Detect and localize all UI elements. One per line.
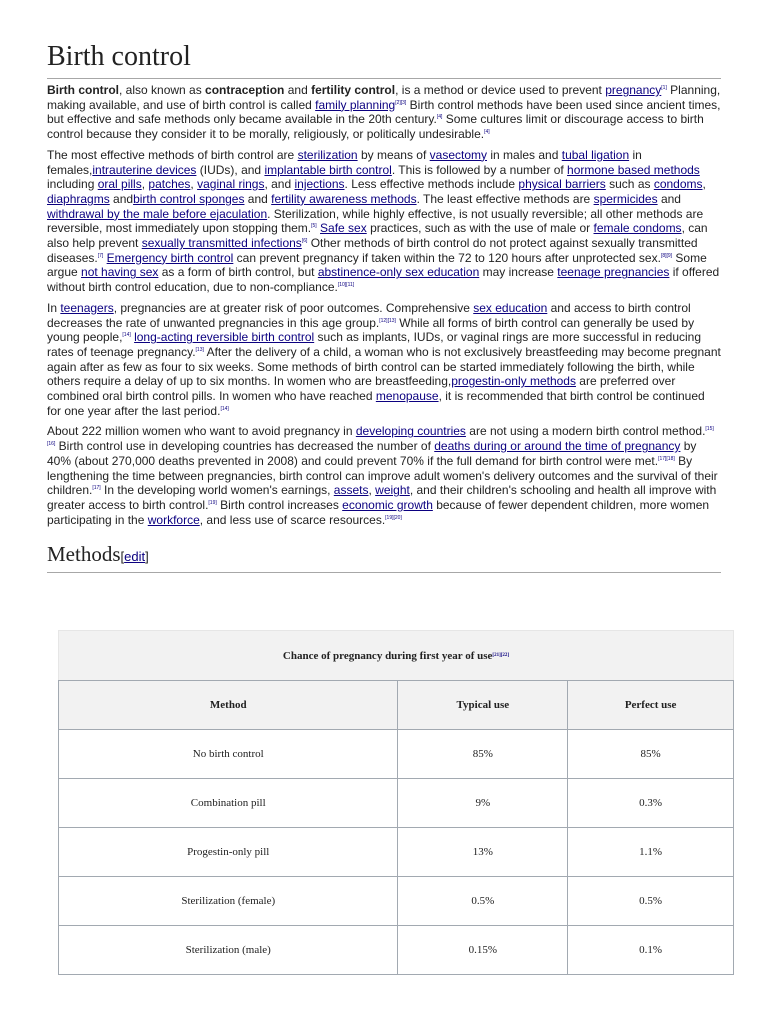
link-family-planning[interactable]: family planning bbox=[315, 97, 396, 112]
cell-method: Progestin-only pill bbox=[59, 828, 398, 877]
link-patches[interactable]: patches bbox=[148, 177, 191, 192]
intro-paragraph-3: In teenagers, pregnancies are at greater risk of poor outcomes. Comprehensive sex education and access to birth control decreases the rate of unwanted pregnancies in this age group.[12][13] While all forms of birth control can generally be used by young people,[14] long-acting reversible birth control such as implants, IUDs, or vaginal rings are more successful in reducing rates of teenage pregnancy.[13] After the delivery of a child, a woman who is not exclusively breastfeeding may become pregnant again after as few as four to six weeks. Some methods of birth control can be started immediately following the birth, while others require a delay of up to six months. In women who are breastfeeding,progestin-only methods are preferred over combined oral birth control pills. In women who have reached menopause, it is recommended that birth control be continued for one year after the last period.[14] bbox=[47, 300, 721, 418]
section-heading-methods: Methods[edit] bbox=[47, 541, 721, 573]
link-weight[interactable]: weight bbox=[375, 483, 410, 498]
cell-perfect-use: 0.3% bbox=[568, 779, 734, 828]
link-progestin-only[interactable]: progestin-only methods bbox=[451, 374, 576, 389]
table-row bbox=[59, 828, 734, 877]
cell-typical-use: 0.5% bbox=[398, 877, 568, 926]
reference[interactable]: [4] bbox=[436, 114, 443, 121]
cell-perfect-use: 0.5% bbox=[568, 877, 734, 926]
link-workforce[interactable]: workforce bbox=[147, 512, 200, 527]
table-row bbox=[59, 779, 734, 828]
link-abstinence[interactable]: not having sex bbox=[81, 265, 159, 280]
link-hormone-methods[interactable]: hormone based methods bbox=[567, 162, 700, 177]
link-menopause[interactable]: menopause bbox=[375, 389, 439, 404]
reference[interactable]: [12][13] bbox=[379, 317, 396, 324]
cell-typical-use: 13% bbox=[398, 828, 568, 877]
reference[interactable]: [19][20] bbox=[385, 514, 402, 521]
link-vaginal-rings[interactable]: vaginal rings bbox=[197, 177, 265, 192]
link-safe-sex[interactable]: Safe sex bbox=[320, 221, 367, 236]
cell-perfect-use: 1.1% bbox=[568, 828, 734, 877]
intro-paragraph-1: Birth control, also known as contraception and fertility control, is a method or device used to prevent pregnancy[1] Planning, making available, and use of birth control is called family planning[2][3] Birth control methods have been used since ancient times, but effective and safe methods only became available in the 20th century.[4] Some cultures limit or discourage access to birth control because they consider it to be morally, religiously, or politically undesirable.[4] bbox=[47, 83, 721, 142]
link-iud[interactable]: intrauterine devices bbox=[92, 162, 197, 177]
reference[interactable]: [6] bbox=[301, 238, 308, 245]
table-header-row bbox=[59, 681, 734, 730]
edit-link[interactable]: edit bbox=[124, 549, 146, 565]
cell-typical-use: 9% bbox=[398, 779, 568, 828]
link-pregnancy[interactable]: pregnancy bbox=[605, 83, 662, 97]
pregnancy-chance-table bbox=[58, 630, 734, 975]
intro-paragraph-2: The most effective methods of birth control are sterilization by means of vasectomy in males and tubal ligation in females,intrauterine devices (IUDs), and implantable birth control. This is followed by a number of hormone based methods including oral pills, patches, vaginal rings, and injections. Less effective methods include physical barriers such as condoms, diaphragms andbirth control sponges and fertility awareness methods. The least effective methods are spermicides and withdrawal by the male before ejaculation. Sterilization, while highly effective, is not usually reversible; all other methods are reversible, most immediately upon stopping them.[5] Safe sex practices, such as with the use of male or female condoms, can also help prevent sexually transmitted infections[6] Other methods of birth control do not protect against sexually transmitted diseases.[7] Emergency birth control can prevent pregnancy if taken within the 72 to 120 hours after unprotected sex.[8][9] Some argue not having sex as a form of birth control, but abstinence-only sex education may increase teenage pregnancies if offered without birth control education, due to non-compliance.[10][11] bbox=[47, 147, 720, 295]
cell-typical-use: 0.15% bbox=[398, 926, 568, 975]
column-header-typical-use: Typical use bbox=[398, 681, 568, 730]
cell-method: Combination pill bbox=[59, 779, 398, 828]
column-header-perfect-use: Perfect use bbox=[568, 681, 734, 730]
link-withdrawal[interactable]: withdrawal by the male before ejaculation bbox=[47, 206, 268, 221]
cell-method: No birth control bbox=[59, 730, 398, 779]
link-economic-growth[interactable]: economic growth bbox=[342, 497, 433, 512]
reference[interactable]: [4] bbox=[484, 129, 490, 136]
link-teenage-pregnancies[interactable]: teenage pregnancies bbox=[557, 265, 670, 280]
table-row bbox=[59, 877, 734, 926]
link-teenagers[interactable]: teenagers bbox=[60, 300, 114, 315]
link-diaphragms[interactable]: diaphragms bbox=[47, 191, 110, 206]
methods-table bbox=[58, 680, 734, 975]
reference[interactable]: [5] bbox=[311, 223, 317, 230]
link-assets[interactable]: assets bbox=[333, 483, 369, 498]
reference[interactable]: [19] bbox=[208, 499, 217, 506]
reference[interactable]: [15][16] bbox=[47, 426, 714, 448]
link-maternal-death[interactable]: deaths during or around the time of pregnancy bbox=[434, 439, 681, 454]
reference[interactable]: [7] bbox=[97, 252, 104, 259]
link-sponges[interactable]: birth control sponges bbox=[133, 191, 245, 206]
edit-section: [edit] bbox=[120, 549, 149, 565]
reference[interactable]: [14] bbox=[122, 332, 131, 339]
cell-method: Sterilization (female) bbox=[59, 877, 398, 926]
link-vasectomy[interactable]: vasectomy bbox=[429, 147, 488, 162]
column-header-method: Method bbox=[59, 681, 398, 730]
cell-perfect-use: 0.1% bbox=[568, 926, 734, 975]
cell-method: Sterilization (male) bbox=[59, 926, 398, 975]
cell-perfect-use: 85% bbox=[568, 730, 734, 779]
link-larc[interactable]: long-acting reversible birth control bbox=[134, 330, 315, 345]
cell-typical-use: 85% bbox=[398, 730, 568, 779]
intro-paragraph-4: About 222 million women who want to avoid pregnancy in developing countries are not using a modern birth control method.[15][16] Birth control use in developing countries has decreased the number of deaths during or around the time of pregnancy by 40% (about 270,000 deaths prevented in 2008) and could prevent 70% if the full demand for birth control were met.[17][18] By lengthening the time between pregnancies, birth control can improve adult women's delivery outcomes and the survival of their children.[17] In the developing world women's earnings, assets, weight, and their children's schooling and health all improve with greater access to birth control.[19] Birth control increases economic growth because of fewer dependent children, more women participating in the workforce, and less use of scarce resources.[19][20] bbox=[47, 424, 718, 527]
link-abstinence-education[interactable]: abstinence-only sex education bbox=[317, 265, 480, 280]
table-row bbox=[59, 926, 734, 975]
reference[interactable]: [17] bbox=[92, 485, 101, 492]
link-injections[interactable]: injections bbox=[294, 177, 345, 192]
reference[interactable]: [1] bbox=[661, 85, 667, 91]
reference[interactable]: [17][18] bbox=[658, 455, 675, 462]
link-implant[interactable]: implantable birth control bbox=[264, 162, 392, 177]
link-tubal-ligation[interactable]: tubal ligation bbox=[561, 147, 630, 162]
link-sex-education[interactable]: sex education bbox=[473, 300, 548, 315]
link-condoms[interactable]: condoms bbox=[653, 177, 703, 192]
link-sti[interactable]: sexually transmitted infections bbox=[141, 236, 302, 251]
link-emergency-contraception[interactable]: Emergency birth control bbox=[106, 250, 234, 265]
page-title: Birth control bbox=[47, 38, 721, 79]
link-physical-barriers[interactable]: physical barriers bbox=[518, 177, 606, 192]
reference[interactable]: [10][11] bbox=[337, 282, 355, 289]
reference[interactable]: [8][9] bbox=[660, 252, 673, 259]
link-female-condoms[interactable]: female condoms bbox=[593, 221, 682, 236]
link-sterilization[interactable]: sterilization bbox=[297, 147, 358, 162]
link-oral-pills[interactable]: oral pills bbox=[97, 177, 142, 192]
table-caption: Chance of pregnancy during first year of use [21][22] bbox=[58, 630, 734, 680]
reference[interactable]: [13] bbox=[195, 346, 204, 353]
link-fertility-awareness[interactable]: fertility awareness methods bbox=[271, 191, 417, 206]
table-row bbox=[59, 730, 734, 779]
link-spermicides[interactable]: spermicides bbox=[593, 191, 658, 206]
reference[interactable]: [2][3] bbox=[395, 99, 407, 106]
reference[interactable]: [14] bbox=[220, 405, 229, 412]
link-developing-countries[interactable]: developing countries bbox=[355, 424, 466, 439]
article bbox=[47, 38, 721, 573]
